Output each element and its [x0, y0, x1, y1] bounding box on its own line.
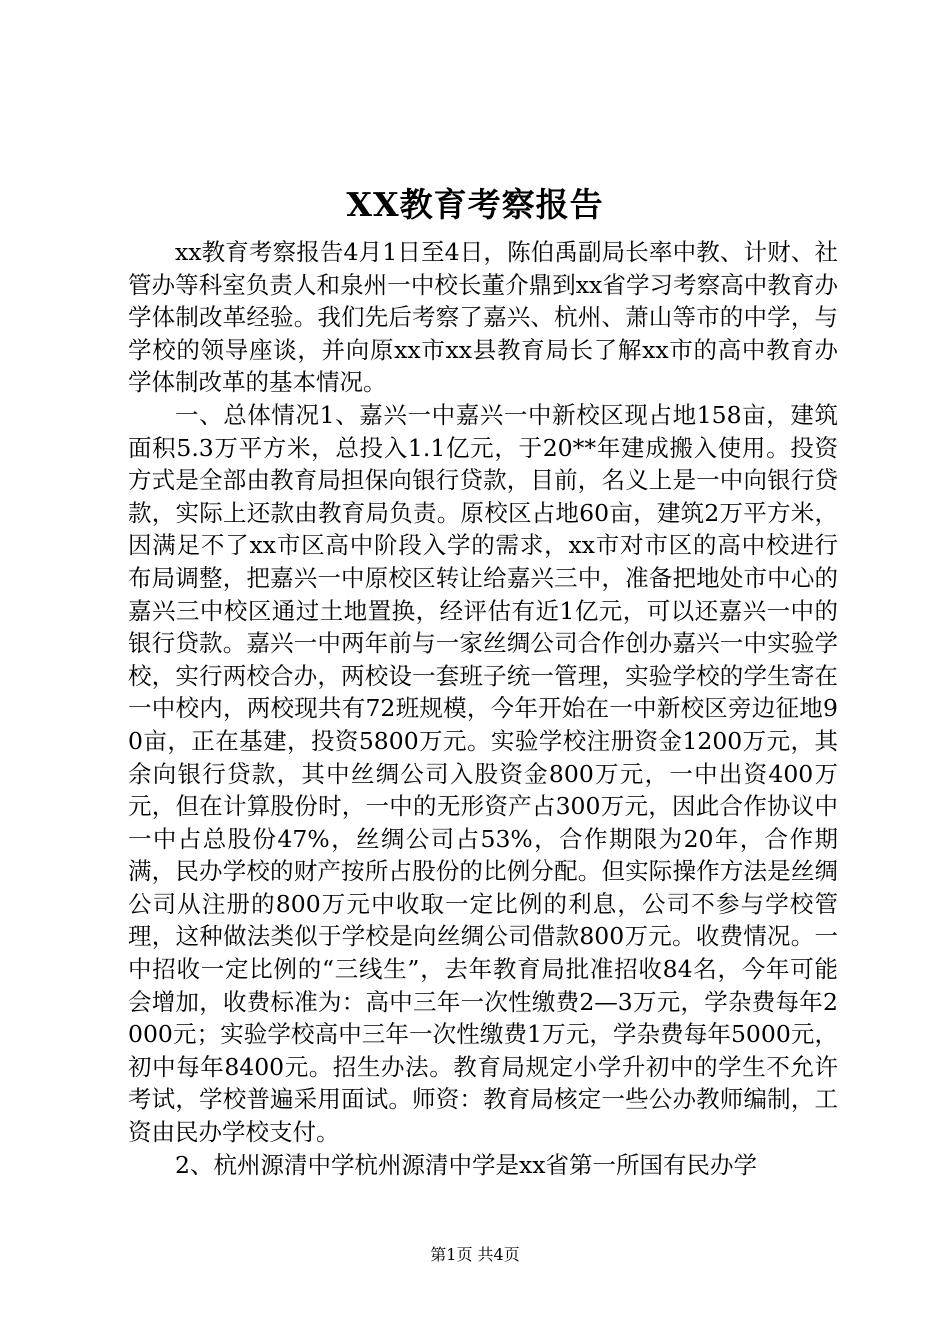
- page-footer: 第1页 共4页: [430, 1245, 520, 1264]
- paragraph-intro: xx教育考察报告4月1日至4日，陈伯禹副局长率中教、计财、社管办等科室负责人和泉州一中校长董介鼎到xx省学习考察高中教育办学体制改革经验。我们先后考察了嘉兴、杭州、萧山等市的中学，与学校的领导座谈，并向原xx市xx县教育局长了解xx市的高中教育办学体制改革的基本情况。: [128, 238, 838, 397]
- paragraph-section-1: 一、总体情况1、嘉兴一中嘉兴一中新校区现占地158亩，建筑面积5.3万平方米，总投入1.1亿元，于20**年建成搬入使用。投资方式是全部由教育局担保向银行贷款，目前，名义上是一中向银行贷款，实际上还款由教育局负责。原校区占地60亩，建筑2万平方米，因满足不了xx市区高中阶段入学的需求，xx市对市区的高中校进行布局调整，把嘉兴一中原校区转让给嘉兴三中，准备把地处市中心的嘉兴三中校区通过土地置换，经评估有近1亿元，可以还嘉兴一中的银行贷款。嘉兴一中两年前与一家丝绸公司合作创办嘉兴一中实验学校，实行两校合办，两校设一套班子统一管理，实验学校的学生寄在一中校内，两校现共有72班规模，今年开始在一中新校区旁边征地90亩，正在基建，投资5800万元。实验学校注册资金1200万元，其余向银行贷款，其中丝绸公司入股资金800万元，一中出资400万元，但在计算股份时，一中的无形资产占300万元，因此合作协议中一中占总股份47%，丝绸公司占53%，合作期限为20年，合作期满，民办学校的财产按所占股份的比例分配。但实际操作方法是丝绸公司从注册的800万元中收取一定比例的利息，公司不参与学校管理，这种做法类似于学校是向丝绸公司借款800万元。收费情况。一中招收一定比例的“三线生”，去年教育局批准招收84名，今年可能会增加，收费标准为：高中三年一次性缴费2—3万元，学杂费每年2000元；实验学校高中三年一次性缴费1万元，学杂费每年5000元，初中每年8400元。招生办法。教育局规定小学升初中的学生不允许考试，学校普遍采用面试。师资：教育局核定一些公办教师编制，工资由民办学校支付。: [128, 400, 838, 1147]
- document-body: [128, 236, 838, 1181]
- paragraph-section-2: 2、杭州源清中学杭州源清中学是xx省第一所国有民办学: [175, 1150, 757, 1179]
- document-title: XX教育考察报告: [346, 185, 604, 224]
